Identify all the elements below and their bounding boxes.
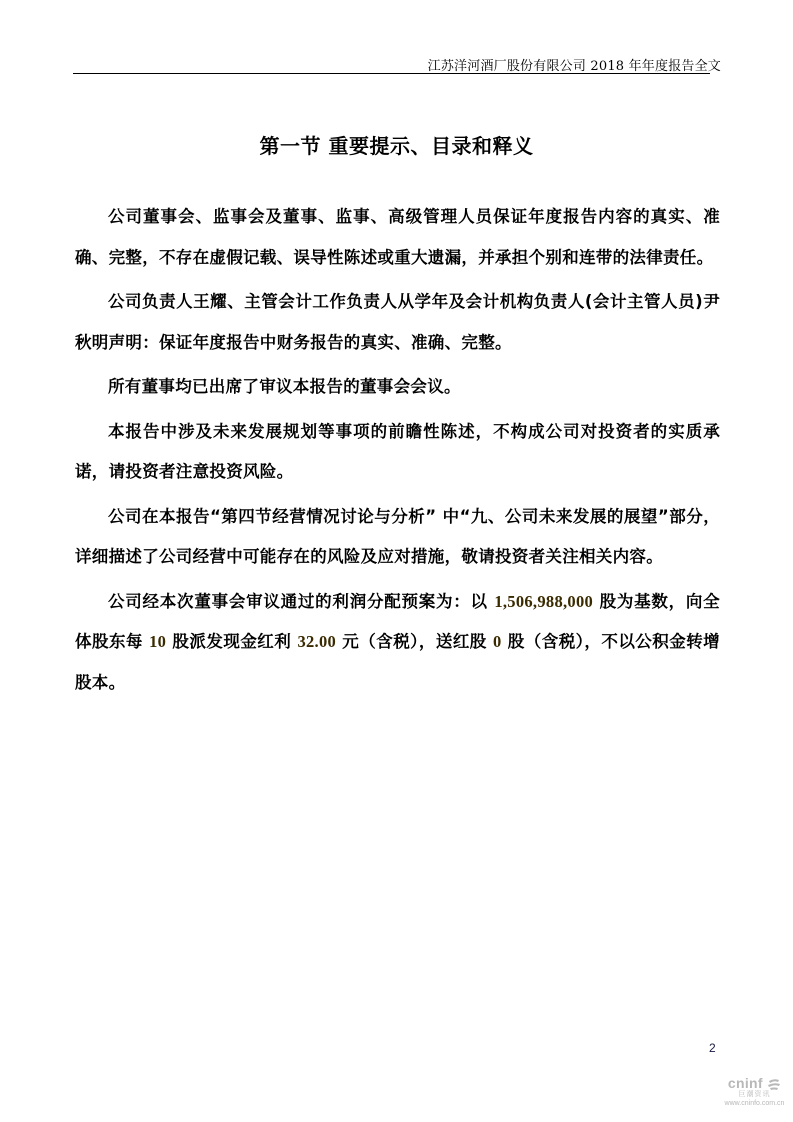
watermark-chinese-name: 巨潮资讯 (738, 1091, 771, 1098)
watermark-logo-text: cninf (727, 1075, 763, 1091)
profit-text-1: 公司经本次董事会审议通过的利润分配预案为：以 (108, 591, 495, 611)
paragraph-risk-reference: 公司在本报告“第四节经营情况讨论与分析” 中“九、公司未来发展的展望”部分，详细描述了公司经营中可能存在的风险及应对措施，敬请投资者关注相关内容。 (75, 506, 720, 566)
paragraph-board-responsibility: 公司董事会、监事会及董事、监事、高级管理人员保证年度报告内容的真实、准确、完整，不存在虚假记载、误导性陈述或重大遗漏，并承担个别和连带的法律责任。 (75, 207, 720, 267)
cash-dividend-value: 32.00 (297, 632, 337, 651)
page-number: 2 (709, 1041, 716, 1055)
paragraph-board-attendance: 所有董事均已出席了审议本报告的董事会会议。 (108, 377, 461, 396)
document-body (75, 197, 720, 707)
paragraph-management-statement: 公司负责人王耀、主管会计工作负责人从学年及会计机构负责人(会计主管人员)尹秋明声明：保证年度报告中财务报告的真实、准确、完整。 (75, 292, 720, 352)
bonus-shares-value: 0 (493, 632, 502, 651)
profit-text-2: 股为基数，向全体股东每 (75, 591, 720, 651)
profit-text-3: 股派发现金红利 (166, 632, 298, 651)
watermark-logo (716, 1076, 793, 1090)
profit-text-5: 股（含税），不以公积金转增股本。 (75, 632, 720, 692)
watermark-url: www.cninfo.com.cn (724, 1100, 785, 1107)
cninfo-swirl-icon (767, 1075, 781, 1091)
cninfo-watermark (716, 1076, 793, 1108)
per-shares-value: 10 (149, 632, 167, 651)
document-header-title: 江苏洋河酒厂股份有限公司 2018 年年度报告全文 (427, 59, 721, 74)
shares-base-value: 1,506,988,000 (494, 591, 594, 611)
profit-text-4: 元（含税），送红股 (336, 632, 493, 651)
header-divider (73, 73, 710, 74)
paragraph-forward-looking: 本报告中涉及未来发展规划等事项的前瞻性陈述，不构成公司对投资者的实质承诺，请投资者注意投资风险。 (75, 421, 720, 481)
paragraph-profit-distribution (75, 582, 720, 704)
section-title: 第一节 重要提示、目录和释义 (259, 134, 534, 158)
